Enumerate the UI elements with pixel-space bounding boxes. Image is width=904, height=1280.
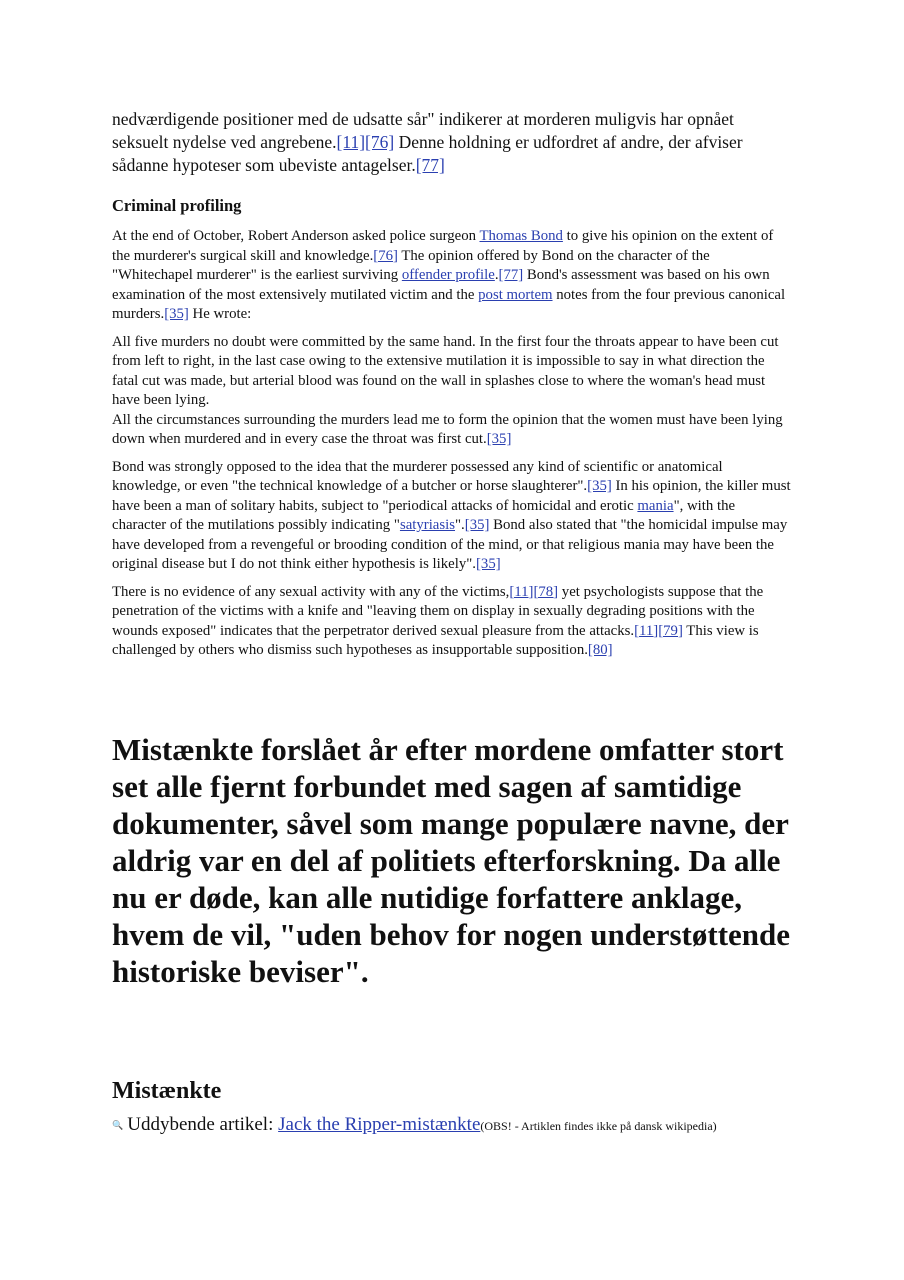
- citation-link[interactable]: [78]: [533, 583, 559, 600]
- text: All the circumstances surrounding the murders lead me to form the opinion that the women must have been lying down when murdered and in every case the throat was first cut.: [112, 411, 783, 447]
- link-jack-the-ripper-suspects[interactable]: Jack the Ripper-mistænkte: [278, 1113, 481, 1135]
- citation-link[interactable]: [76]: [373, 247, 398, 264]
- citation-link[interactable]: [35]: [587, 478, 612, 494]
- link-satyriasis[interactable]: satyriasis: [399, 517, 456, 533]
- text: He wrote:: [188, 306, 252, 322]
- quote-line: All five murders no doubt were committed by the same hand. In the first four the throats appear to have been cut from left to right, in the last case owing to the extensive mutilation it is impossible to say in what direction the fatal cut was made, but arterial blood was found on the wall in splashes close to where the woman's head must have been lying.: [112, 333, 779, 408]
- citation-link[interactable]: [77]: [415, 155, 445, 175]
- citation-link[interactable]: [35]: [164, 306, 189, 322]
- text: .: [494, 267, 499, 283]
- intro-text: Denne holdning er udfordret af andre, der afviser sådanne hypoteser som ubeviste antagelser.: [112, 132, 743, 175]
- text: Bond also stated that "the homicidal impulse may have developed from a revengeful or brooding condition of the mind, or that religious mania may have been the original disease but I do not think either hypothesis is likely".: [112, 517, 788, 572]
- text: yet psychologists suppose that the penetration of the victims with a knife and "leaving them on display in sexually degrading positions with the wounds exposed" indicates that the perpetrator derived sexual pleasure from the attacks.: [112, 583, 764, 639]
- citation-link[interactable]: [77]: [498, 267, 524, 283]
- article-body: [112, 108, 792, 1140]
- text: Bond's assessment was based on his own examination of the most extensively mutilated victim and the: [112, 267, 770, 303]
- text: ", with the character of the mutilations possibly indicating ": [112, 497, 736, 533]
- citation-link[interactable]: [80]: [587, 642, 613, 658]
- text: There is no evidence of any sexual activity with any of the victims,: [112, 583, 510, 600]
- citation-link[interactable]: [35]: [486, 431, 512, 447]
- hatnote-prefix: Uddybende artikel:: [127, 1113, 274, 1135]
- citation-link[interactable]: [76]: [365, 132, 395, 152]
- text: The opinion offered by Bond on the character of the "Whitechapel murderer" is the earliest surviving: [112, 247, 710, 283]
- citation-link[interactable]: [11]: [509, 583, 534, 600]
- big-statement: Mistænkte forslået år efter mordene omfatter stort set alle fjernt forbundet med sagen af samtidige dokumenter, såvel som mange populære navne, der aldrig var en del af politiets efterforskning. Da alle nu er døde, kan alle nutidige forfattere anklage, hvem de vil, "uden behov for nogen understøttende historiske beviser".: [112, 731, 791, 989]
- citation-link[interactable]: [79]: [658, 622, 683, 639]
- intro-text: nedværdigende positioner med de udsatte sår" indikerer at morderen muligvis har opnået seksuelt nydelse ved angrebene.: [112, 109, 734, 152]
- text: This view is challenged by others who dismiss such hypotheses as insupportable supposition.: [112, 622, 759, 658]
- quote-line-2: [112, 411, 792, 450]
- paragraph-bond-opinion: [112, 458, 792, 575]
- paragraph-profiling: [112, 227, 792, 325]
- link-offender-profile[interactable]: offender profile: [401, 267, 495, 283]
- link-thomas-bond[interactable]: Thomas Bond: [479, 228, 563, 244]
- blockquote: [112, 333, 792, 450]
- main-article-hatnote: [112, 1112, 792, 1140]
- citation-link[interactable]: [35]: [464, 517, 490, 533]
- text: At the end of October, Robert Anderson asked police surgeon: [112, 228, 480, 244]
- hatnote-note: (OBS! - Artiklen findes ikke på dansk wikipedia): [480, 1118, 717, 1133]
- text: to give his opinion on the extent of the murderer's surgical skill and knowledge.: [112, 228, 774, 264]
- text: Bond was strongly opposed to the idea that the murderer possessed any kind of scientific or anatomical knowledge, or even "the technical knowledge of a butcher or horse slaughterer".: [112, 458, 723, 494]
- text: ".: [455, 517, 465, 533]
- citation-link[interactable]: [11]: [634, 622, 659, 639]
- citation-link[interactable]: [11]: [336, 132, 366, 152]
- citation-link[interactable]: [35]: [476, 556, 501, 572]
- section-heading: Criminal profiling: [112, 196, 242, 215]
- text: In his opinion, the killer must have been a man of solitary habits, subject to "periodical attacks of homicidal and erotic: [112, 478, 791, 514]
- intro-paragraph: [112, 108, 792, 177]
- magnifier-icon: 🔍: [112, 1119, 124, 1130]
- suspects-heading: Mistænkte: [112, 1077, 222, 1104]
- text: notes from the four previous canonical murders.: [112, 286, 786, 322]
- paragraph-sexual-activity: [112, 583, 792, 661]
- link-mania[interactable]: mania: [637, 497, 674, 514]
- link-post-mortem[interactable]: post mortem: [478, 286, 553, 303]
